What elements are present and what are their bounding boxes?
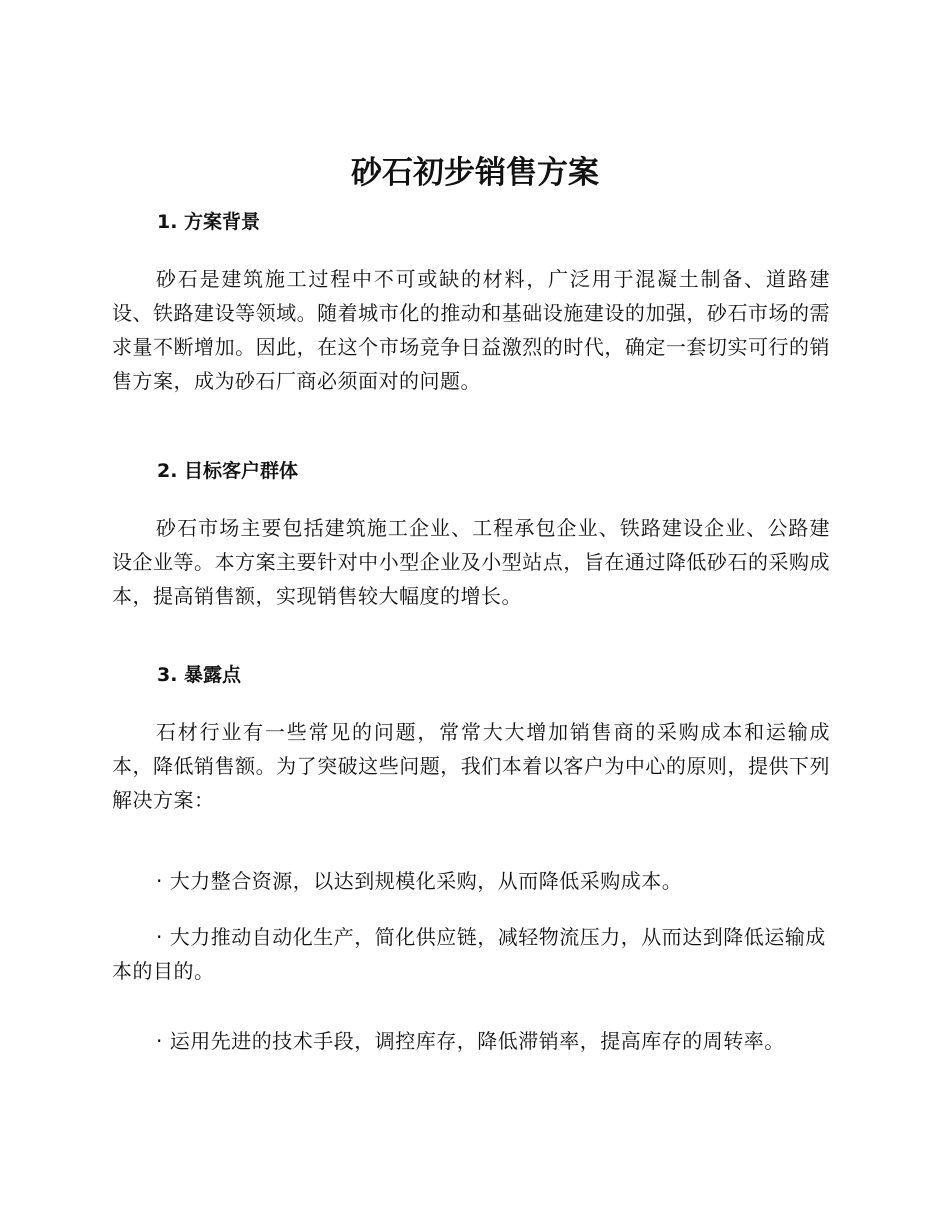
section-heading-target-customers: 2. 目标客户群体	[157, 460, 299, 482]
bullet-item: · 大力推动自动化生产，简化供应链，减轻物流压力，从而达到降低运输成本的目的。	[112, 925, 826, 983]
document-title: 砂石初步销售方案	[351, 155, 599, 191]
bullet-item: · 大力整合资源，以达到规模化采购，从而降低采购成本。	[156, 869, 683, 893]
section-body-target-customers: 砂石市场主要包括建筑施工企业、工程承包企业、铁路建设企业、公路建设企业等。本方案主要针对中小型企业及小型站点，旨在通过降低砂石的采购成本，提高销售额，实现销售较大幅度的增长。	[112, 516, 830, 608]
bullet-item: · 运用先进的技术手段，调控库存，降低滞销率，提高库存的周转率。	[156, 1029, 785, 1053]
section-heading-exposure-points: 3. 暴露点	[157, 664, 242, 686]
section-body-background: 砂石是建筑施工过程中不可或缺的材料，广泛用于混凝土制备、道路建设、铁路建设等领域。随着城市化的推动和基础设施建设的加强，砂石市场的需求量不断增加。因此，在这个市场竞争日益激烈的时代，确定一套切实可行的销售方案，成为砂石厂商必须面对的问题。	[112, 267, 830, 393]
section-body-exposure-points: 石材行业有一些常见的问题，常常大大增加销售商的采购成本和运输成本，降低销售额。为了突破这些问题，我们本着以客户为中心的原则，提供下列解决方案：	[112, 720, 830, 812]
section-heading-background: 1. 方案背景	[157, 211, 261, 233]
